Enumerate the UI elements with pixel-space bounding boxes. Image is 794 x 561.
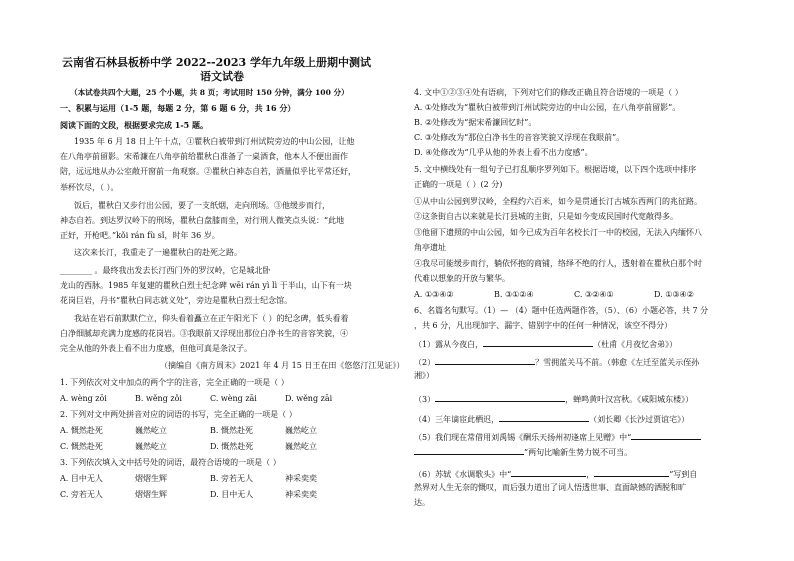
q5-item: ④我尽可能缓步而行，躺依怀抱的商铺，络绎不绝的行人，透射着在瞿秋白那个时 [414, 259, 702, 268]
answer-blank[interactable] [414, 446, 524, 455]
q2-option-d[interactable]: D. 慨然赴死 [210, 442, 254, 451]
q5-item: ②这条街自古以来就是长汀县城的主街，只是如今变成民国时代宽敞得多。 [414, 212, 678, 221]
q3-option-b[interactable]: B. 旁若无人 [210, 474, 253, 483]
q6-line-5: （5）我们现在常借用刘禹锡《酬乐天扬州初逢席上见赠》中“ [414, 431, 701, 443]
q6-line-2: （2） ？雪拥蓝关马不前。（韩愈《左迁至蓝关示侄孙 [414, 358, 700, 367]
q2-option-c-word2: 巍然屹立 [135, 442, 167, 451]
q3-option-c[interactable]: C. 旁若无人 [60, 490, 103, 499]
q2-option-b-word2: 巍然屹立 [285, 426, 317, 435]
q2-option-a[interactable]: A. 慨然赴死 [60, 426, 103, 435]
passage-line: 陪，远远地从办公室敞开窗前一角观察。②瞿秋白神态自若，酒量似乎比平常还好， [60, 167, 356, 176]
q5-item: ①从中山公园到罗汉岭，全程约六百米，如今是贯通长汀古城东西两门的兆征路。 [414, 197, 702, 206]
q5-option-b[interactable]: B. ③①②④ [494, 290, 534, 299]
q1-option-d[interactable]: D. wěng zāi [285, 394, 333, 403]
passage-line: 我站在岩石前默默伫立，仰头看着矗立在正午阳光下（ ）的纪念碑，低头看着 [74, 314, 349, 323]
q6-stem: 6、名篇名句默写。（1）— （4）题中任选两题作答，（5）、（6）小题必答，共 7 分 [414, 306, 709, 315]
q2-option-a-word2: 巍然屹立 [135, 426, 167, 435]
answer-blank[interactable] [511, 468, 586, 477]
passage-line: 正好，开枪吧。”kǒi rán fù sǐ，时年 36 岁。 [60, 231, 220, 240]
q4-option-b[interactable]: B. ②处修改为“据宋希濂回忆时”。 [414, 118, 537, 127]
q6-line-6c: 达。 [414, 498, 430, 507]
q3-option-d[interactable]: D. 目中无人 [210, 490, 254, 499]
q5-option-d[interactable]: D. ①③④② [654, 290, 694, 299]
q5-stem: 正确的一项是（ ）(2 分) [414, 180, 503, 189]
q6-line-1: （1）露从今夜白， （杜甫《月夜忆舍弟》） [414, 340, 678, 349]
passage-line: 饭后，瞿秋白又步行出公园，要了一支纸烟，走向刑场。③他缓步而行， [74, 201, 330, 210]
q4-option-d[interactable]: D. ④处修改为“几乎从他的外表上看不出力度感”。 [414, 148, 593, 157]
exam-note: （本试卷共四个大题，25 个小题，共 8 页；考试用时 150 分钟，满分 100 分） [70, 88, 349, 97]
exam-subtitle: 语文试卷 [200, 70, 244, 83]
q6-line-5b: ”两句比喻新生势力锐不可当。 [414, 446, 632, 458]
q1-option-a[interactable]: A. wèng zōi [60, 394, 107, 403]
q3-option-c-word2: 熠熠生辉 [135, 490, 167, 499]
passage-line: 神态自若。到达罗汉岭下的刑场，瞿秋白盘膝而坐，对行刑人微笑点头说：“此地 [60, 216, 345, 225]
passage-line: 白净细腻却充满力度感的花岗岩。③我眼前又浮现出那位白净书生的音容笑貌，④ [60, 329, 348, 338]
q4-option-c[interactable]: C. ③处修改为“那位白净书生的音容笑貌又浮现在我眼前”。 [414, 133, 625, 142]
q6-line-6: （6）苏轼《水调歌头》中“ ， ”写到自 [414, 470, 698, 479]
passage-line: 完全从他的外表上看不出力度感，但他可真是条汉子。 [60, 344, 252, 353]
q4-stem: 4. 文中①②③④处有语病，下列对它们的修改正确且符合语境的一项是（ ） [414, 88, 683, 97]
q3-option-a[interactable]: A. 目中无人 [60, 474, 103, 483]
passage-line: 龙山的西脉。1985 年复建的瞿秋白烈士纪念碑 wēi rán yì lì 于半山，山下有一块 [60, 281, 352, 290]
q3-option-d-word2: 神采奕奕 [285, 490, 317, 499]
q6-line-4: （4）三年谪宦此栖迟， （刘长卿《长沙过贾谊宅》） [414, 415, 690, 424]
q1-stem: 1. 下列依次对文中加点的两个字的注音，完全正确的一项是（ ） [60, 378, 289, 387]
q5-stem: 5. 文中横线处有一组句子已打乱顺序罗列如下。根据语境，以下四个选项中排序 [414, 165, 697, 174]
answer-blank[interactable] [435, 393, 565, 402]
q6-stem: ，共 6 分，凡出现加字、漏字、错别字中的任何一种情况，该空不得分） [414, 321, 673, 330]
q6-line-6b: 然界对人生无奈的慨叹，而后强力道出了词人悟透世事、直面缺憾的洒脱和旷 [414, 483, 686, 492]
answer-blank[interactable] [499, 413, 589, 422]
q1-option-c[interactable]: C. wèng zāi [210, 394, 257, 403]
q5-option-a[interactable]: A. ①③④② [414, 290, 454, 299]
q1-option-b[interactable]: B. wěng zǒi [135, 394, 182, 403]
exam-title: 云南省石林县板桥中学 2022--2023 学年九年级上册期中测试 [62, 56, 372, 69]
q5-item: 角亭遗址 [414, 243, 446, 252]
section1-instruction: 阅读下面的文段，根据要求完成 1-5 题。 [60, 120, 209, 130]
q6-line-3: （3） ，蝉鸣黄叶汉宫秋。《咸阳城东楼》） [414, 395, 694, 404]
passage-line: 在八角亭前留影。宋希濂在八角亭前给瞿秋白准备了一桌酒食，他本人不便出面作 [60, 152, 348, 161]
q5-option-c[interactable]: C. ③②④① [574, 290, 614, 299]
q6-line-2b: 湘》） [414, 371, 434, 380]
section1-heading: 一、积累与运用（1-5 题，每题 2 分，第 6 题 6 分，共 16 分） [60, 103, 296, 113]
q2-option-c[interactable]: C. 慨然赴死 [60, 442, 103, 451]
q2-option-d-word2: 巍然屹立 [285, 442, 317, 451]
q3-option-b-word2: 神采奕奕 [285, 474, 317, 483]
passage-line: 举杯饮尽，（ ）。 [60, 183, 119, 192]
q5-item: ③他留下遗照的中山公园，如今已成为百年名校长汀一中的校园，无法入内缅怀八 [414, 228, 702, 237]
answer-blank[interactable] [631, 431, 701, 440]
passage-line: ________ 。最终我出发去长汀西门外的罗汉岭，它是城北卧 [60, 266, 271, 275]
q4-option-a[interactable]: A. ①处修改为“瞿秋白被带到汀州试院旁边的中山公园，在八角亭前留影”。 [414, 103, 681, 112]
passage-line: 花岗巨岩，丹书“瞿秋白同志就义处”，旁边是瞿秋白烈士纪念馆。 [60, 296, 293, 305]
q5-item: 代难以想象的开放与繁华。 [414, 274, 510, 283]
passage-line: 1935 年 6 月 18 日上午十点，①瞿秋白被带到汀州试院旁边的中山公园，让他 [74, 137, 355, 146]
answer-blank[interactable] [435, 356, 535, 365]
q3-option-a-word2: 熠熠生辉 [135, 474, 167, 483]
passage-source: （摘编自《南方周末》2021 年 4 月 15 日王在田《悠悠汀江见证》） [160, 361, 405, 370]
answer-blank[interactable] [483, 338, 593, 347]
passage-line: 这次来长汀，我重走了一遍瞿秋白的赴死之路。 [74, 248, 242, 257]
q2-option-b[interactable]: B. 慨然赴死 [210, 426, 253, 435]
answer-blank[interactable] [594, 468, 669, 477]
q2-stem: 2. 下列对文中两处拼音对应的词语的书写，完全正确的一项是（ ） [60, 410, 297, 419]
q3-stem: 3. 下列依次填入文中括号处的词语，最符合语境的一项是（ ） [60, 458, 281, 467]
